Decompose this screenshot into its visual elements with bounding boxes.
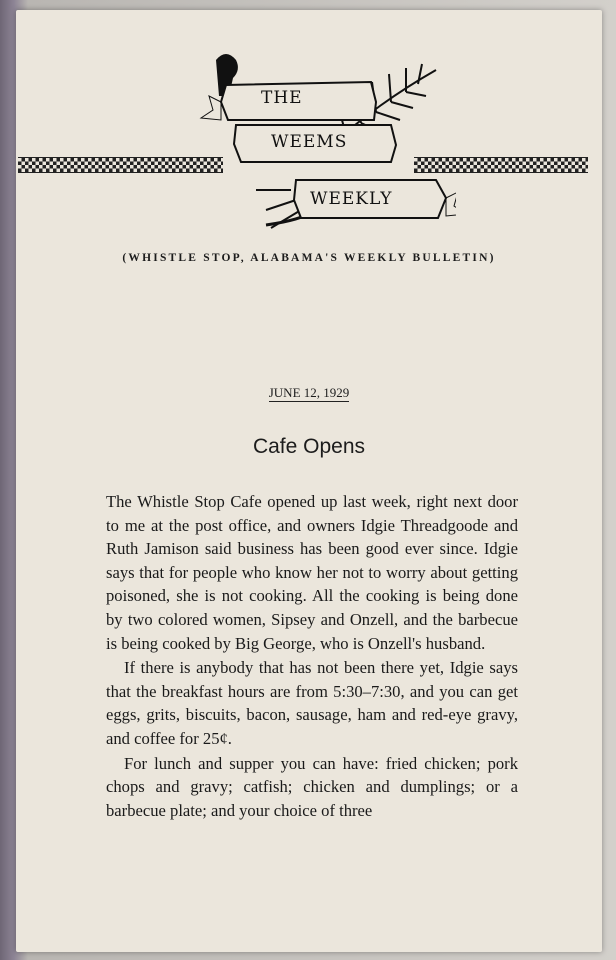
article-headline: Cafe Opens — [252, 435, 366, 458]
logo-word-weekly: WEEKLY — [310, 189, 393, 209]
masthead — [16, 40, 602, 264]
article-date — [16, 385, 602, 401]
article-date-text: JUNE 12, 1929 — [268, 385, 350, 400]
book-page — [16, 10, 602, 952]
logo-word-weems: WEEMS — [271, 132, 348, 152]
article-body — [106, 490, 518, 822]
checker-border-left — [18, 157, 223, 173]
article-paragraph: The Whistle Stop Cafe opened up last week, right next door to me at the post office, and owners Idgie Threadgoode and Ruth Jamison said business has been good ever since. Idgie says that for people who know her not to worry about getting poisoned, she is not cooking. All the cooking is being done by two colored women, Sipsey and Onzell, and the barbecue is being cooked by Big George, who is Onzell's husband. — [106, 492, 518, 653]
logo-word-the: THE — [261, 88, 303, 108]
article-paragraph: If there is anybody that has not been there yet, Idgie says that the breakfast hours are from 5:30–7:30, and you can get eggs, grits, biscuits, bacon, sausage, ham and red-eye gravy, and coffee for 25¢. — [106, 658, 518, 748]
article-paragraph: For lunch and supper you can have: fried chicken; pork chops and gravy; catfish; chicken and dumplings; or a barbecue plate; and your choice of three — [106, 753, 518, 820]
masthead-subtitle: (WHISTLE STOP, ALABAMA'S WEEKLY BULLETIN) — [122, 252, 496, 264]
